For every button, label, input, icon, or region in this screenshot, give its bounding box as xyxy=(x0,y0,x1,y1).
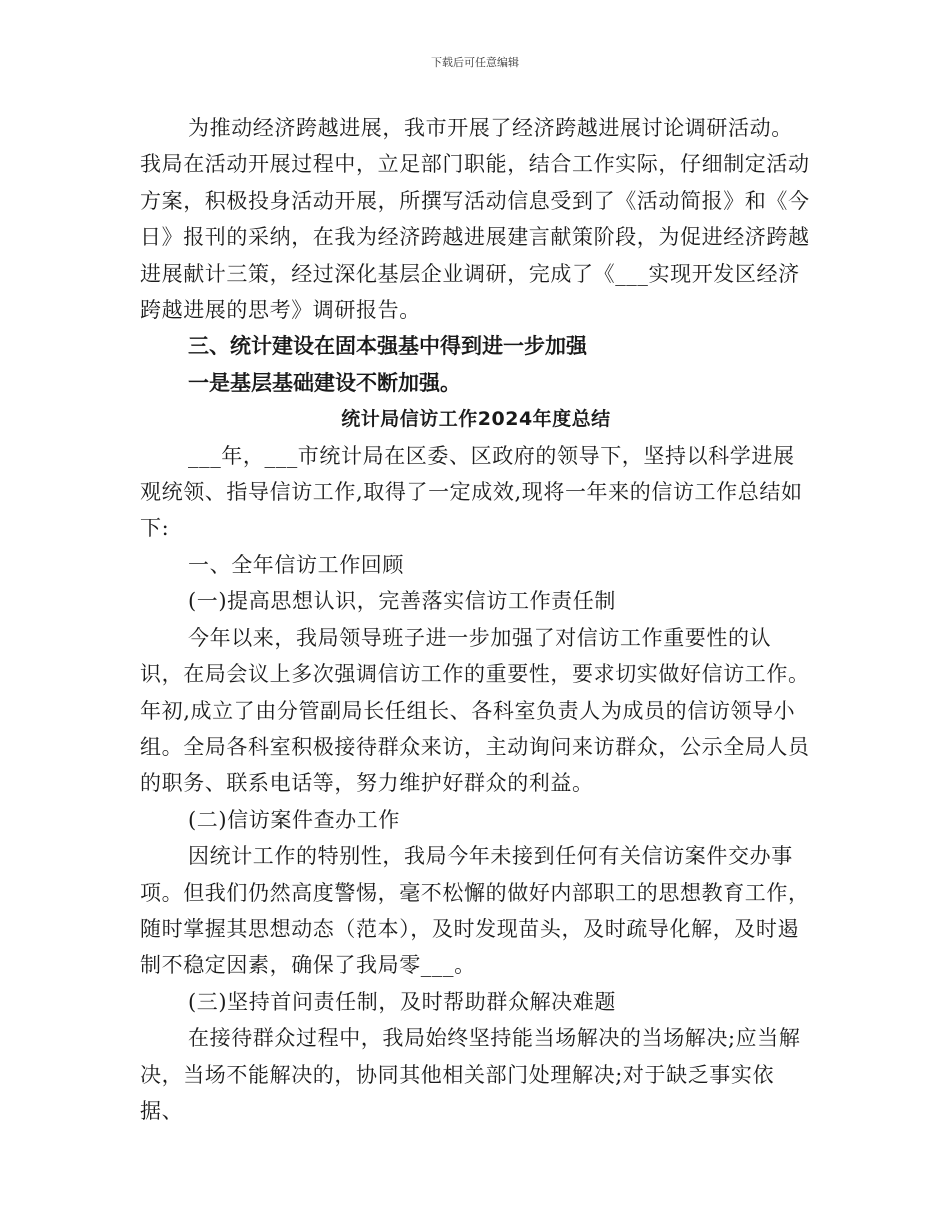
paragraph-first-responsibility: 在接待群众过程中，我局始终坚持能当场解决的当场解决;应当解决，当场不能解决的，协同其他相关部门处理解决;对于缺乏事实依据、 xyxy=(140,1026,801,1123)
subsection-heading-first-responsibility: (三)坚持首问责任制，及时帮助群众解决难题 xyxy=(188,989,616,1014)
page-header-note: 下载后可任意编辑 xyxy=(431,56,519,69)
document-body xyxy=(140,110,812,1129)
section-heading-statistics-building: 三、统计建设在固本强基中得到进一步加强 xyxy=(188,334,587,359)
section-heading-review: 一、全年信访工作回顾 xyxy=(188,552,404,577)
paragraph-activity-report: 为推动经济跨越进展，我市开展了经济跨越进展讨论调研活动。我局在活动开展过程中，立足部门职能，结合工作实际，仔细制定活动方案，积极投身活动开展，所撰写活动信息受到了《活动简报》和《今日》报刊的采纳，在我为经济跨越进展建言献策阶段，为促进经济跨越进展献计三策，经过深化基层企业调研，完成了《___实现开发区经济跨越进展的思考》调研报告。 xyxy=(140,116,810,323)
subsection-heading-responsibility: (一)提高思想认识，完善落实信访工作责任制 xyxy=(188,589,616,614)
document-title: 统计局信访工作2024年度总结 xyxy=(341,408,611,431)
paragraph-responsibility: 今年以来，我局领导班子进一步加强了对信访工作重要性的认识，在局会议上多次强调信访工作的重要性，要求切实做好信访工作。年初,成立了由分管副局长任组长、各科室负责人为成员的信访领导小组。全局各科室积极接待群众来访，主动询问来访群众，公示全局人员的职务、联系电话等，努力维护好群众的利益。 xyxy=(140,625,810,796)
paragraph-case-handling: 因统计工作的特别性，我局今年未接到任何有关信访案件交办事项。但我们仍然高度警惕，毫不松懈的做好内部职工的思想教育工作，随时掌握其思想动态（范本），及时发现苗头，及时疏导化解，及时遏制不稳定因素，确保了我局零___。 xyxy=(140,844,810,978)
subsection-heading-case-handling: (二)信访案件查办工作 xyxy=(188,807,400,832)
subsection-heading-grassroots: 一是基层基础建设不断加强。 xyxy=(188,370,461,395)
paragraph-intro: ___年，___市统计局在区委、区政府的领导下，坚持以科学进展观统领、指导信访工作,取得了一定成效,现将一年来的信访工作总结如下: xyxy=(140,443,803,541)
